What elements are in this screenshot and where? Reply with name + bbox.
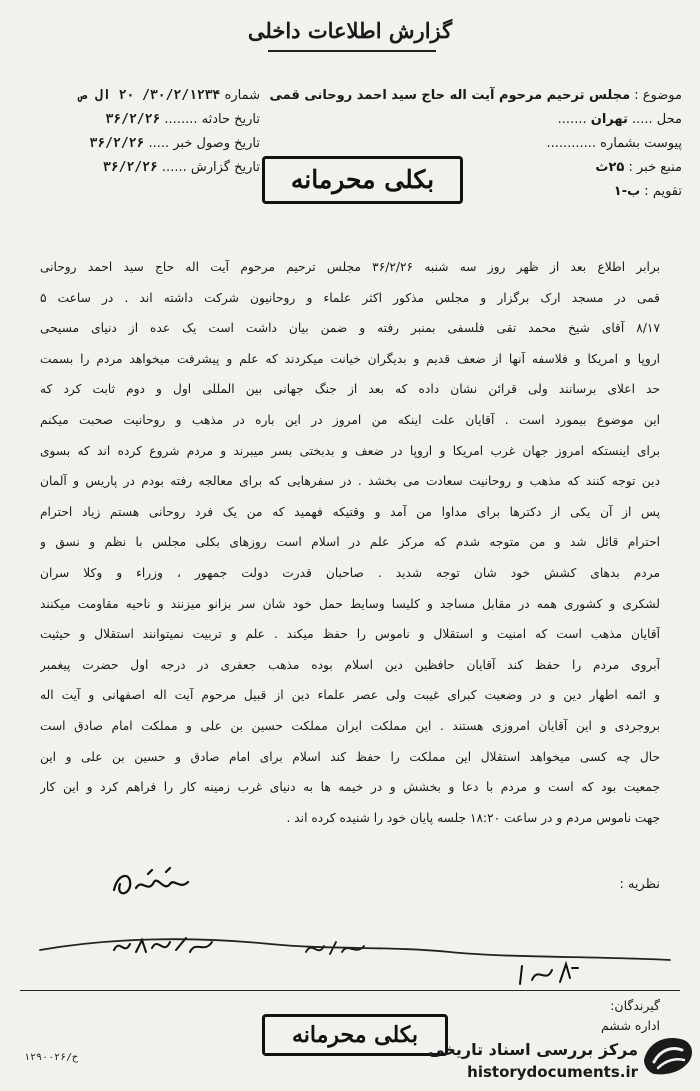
signature-name: الحیدری: [153, 900, 157, 901]
body-line: دین توجه کنند که مذهب و روحانیت سعادت می بخشد . در سفرهایی که برای معالجه رفته بودم در پاریس و آلمان: [40, 474, 660, 489]
comment-label: نظریه :: [619, 877, 660, 892]
distribution-label: گیرندگان:: [610, 998, 660, 1013]
grade-label: تقویم: [652, 184, 682, 199]
watermark-url: historydocuments.ir: [467, 1063, 638, 1081]
report-date-row: تاریخ گزارش ...... ۳۶/۲/۲۶: [103, 160, 260, 175]
body-line: قمی در مسجد ارک برگزار و مجلس مذکور اکثر علماء و روحانیون شرکت داشته اند . در ساعت ۵: [40, 290, 660, 305]
body-line: اروپا و امریکا و فلاسفه آنها از ضعف قدیم و بدیگران خیانت میکردند که علم و پیشرفت میخواهد مردم را بسمت: [40, 351, 660, 366]
subject-value: مجلس ترحیم مرحوم آیت اله حاج سید احمد روحانی قمی: [269, 88, 631, 103]
location-label: محل: [656, 112, 682, 127]
handwritten-underline: [30, 920, 680, 980]
body-line: حال چه کسی میخواهد استقلال این مملکت را حفظ کند اسلام برای امام صادق و حسین بن علی و این: [40, 749, 660, 764]
attachment-row: پیوست بشماره ............: [546, 136, 682, 151]
subject-label: موضوع: [642, 88, 682, 103]
subject-row: موضوع : مجلس ترحیم مرحوم آیت اله حاج سید احمد روحانی قمی: [269, 88, 682, 103]
source-value: ۲۵ث: [595, 160, 625, 175]
distribution-recipient: اداره ششم: [600, 1018, 660, 1033]
classification-stamp-top: بکلی محرمانه: [262, 156, 463, 204]
body-line: جمعیت بود که است و مردم با دعا و بخشش و در خیمه ها به دنیای غرب زمینه کار را فراهم کرد و این کار: [40, 780, 660, 795]
receipt-date-label: تاریخ وصول خبر: [173, 136, 260, 151]
event-date-row: تاریخ حادثه ........ ۳۶/۲/۲۶: [105, 112, 260, 127]
body-line: مردم بدهای کشش خود شان توجه شدید . صاحبان قدرت دولت جمهور ، وزراء و وکلا سران: [40, 565, 660, 580]
location-value: تهران: [590, 112, 628, 127]
body-line: این موضوع بیمورد است . آقایان علت اینکه من امروز در این باره در مذهب و روحانیت صحبت میکنم: [40, 412, 660, 427]
event-date-value: ۳۶/۲/۲۶: [105, 112, 161, 127]
report-number-row: [60, 84, 260, 108]
body-line: حد اعلای برسانند ولی قرائن نشان داده که بعد از جنگ جهانی بین المللی اول و دوم ثابت کرد که: [40, 382, 660, 397]
body-line: آبروی مردم را حفظ کند آقایان حافظین دین اسلام بوده مذهب جعفری در درجه اول حضرت پیغمبر: [40, 657, 660, 672]
report-body: [40, 252, 660, 833]
header-left-block: [60, 84, 260, 180]
watermark-persian: مرکز بررسی اسناد تاریخی: [428, 1040, 638, 1059]
body-line: جهت ناموس مردم و در ساعت ۱۸:۲۰ جلسه پایان خود را شنیده کرده اند .: [286, 810, 660, 825]
report-date-label: تاریخ گزارش: [190, 160, 260, 175]
watermark-logo-icon: [640, 1030, 698, 1088]
source-row: منبع خبر : ۲۵ث: [595, 160, 682, 175]
signature-scribble: [108, 866, 198, 902]
body-line: برای اینستکه امروز جهان غرب امریکا و اروپا در ضعف و بدبختی بسر میبرند و مردم شروع کرده اند که بسوی: [40, 443, 660, 458]
body-line: ۸/۱۷ آقای شیخ محمد تقی فلسفی بمنبر رفته و ضمن بیان داشت است یک عده از دنیای مسیحی: [40, 321, 660, 336]
report-date-value: ۳۶/۲/۲۶: [103, 160, 158, 175]
bottom-divider: [20, 990, 680, 991]
report-number-label: شماره: [224, 88, 260, 103]
body-line: پس از آن یکی از دکترها برای مداوا من آمد و وقتیکه فهمید که من یک فرد روحانی هستم زیاد احترام: [40, 504, 660, 519]
body-line: احترام قائل شد و من متوجه شدم که مرکز علم در اسلام است روزهای بکلی مجلس با نظم و نسق و: [40, 535, 660, 550]
body-line: آقایان مذهب است که امنیت و استقلال و ناموس را حفظ میکند . علم و تربیت نمیتوانند استقلال و حیثیت: [40, 627, 660, 642]
body-line: لشکری و کشوری همه در مقابل مساجد و کلیسا وسایط حمل خود شان سر بزانو میزنند و ناحیه مقاومت میکنند: [40, 596, 660, 611]
event-date-label: تاریخ حادثه: [201, 112, 260, 127]
classification-stamp-bottom: بکلی محرمانه: [262, 1014, 448, 1056]
body-line: و ائمه اطهار دین و در وضعیت کبرای غیبت ولی عصر علماء دین از قبیل مرحوم آیت اله اصفهانی و آیت اله: [40, 688, 660, 703]
receipt-date-value: ۳۶/۲/۲۶: [89, 136, 145, 151]
body-line: بروجردی و این آقایان امروزی هستند . این مملکت ایران مملکت حسین بن علی و مملکت امام صادق است: [40, 718, 660, 733]
title-underline: [268, 50, 436, 52]
grade-row: تقویم : ب-۱: [613, 184, 682, 199]
grade-value: ب-۱: [613, 184, 641, 199]
location-row: محل ..... تهران .......: [557, 112, 682, 127]
body-line: برابر اطلاع بعد از ظهر روز سه شنبه ۳۶/۲/۲۶ مجلس ترحیم مرحوم آیت اله حاج سید احمد روحانی: [40, 260, 660, 274]
report-number-value: ۳۰/۲/۱۲۳۴/ ۲۰ ال ص: [79, 88, 221, 103]
attachment-label: پیوست بشماره: [600, 136, 682, 151]
source-label: منبع خبر: [637, 160, 682, 175]
footer-code: ح/۱۲۹۰۰۲۶: [24, 1052, 79, 1063]
document-title: گزارش اطلاعات داخلی: [247, 18, 453, 43]
receipt-date-row: تاریخ وصول خبر ..... ۳۶/۲/۲۶: [89, 136, 260, 151]
